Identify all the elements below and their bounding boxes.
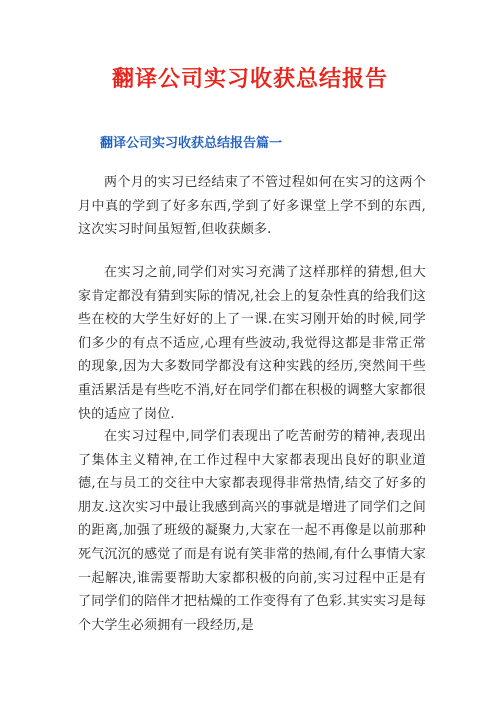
document-title: 翻译公司实习收获总结报告	[111, 67, 388, 92]
section-heading: 翻译公司实习收获总结报告篇一	[100, 136, 283, 151]
paragraph-1: 两个月的实习已经结束了不管过程如何在实习的这两个月中真的学到了好多东西,学到了好多课堂上学不到的东西,这次实习时间虽短暂,但收获颇多.	[78, 175, 426, 238]
paragraph-3: 在实习过程中,同学们表现出了吃苦耐劳的精神,表现出了集体主义精神,在工作过程中大家都表现出良好的职业道德,在与员工的交往中大家都表现得非常热情,结交了好多的朋友.这次实习中最让我感到高兴的事就是增进了同学们之间的距离,加强了班级的凝聚力,大家在一起不再像是以前那种死气沉沉的感觉了而是有说有笑非常的热闹,有什么事情大家一起解决,谁需要帮助大家都积极的向前,实习过程中正是有了同学们的陪伴才把枯燥的工作变得有了色彩.其实实习是每个大学生必须拥有一段经历,是	[78, 429, 426, 633]
paragraph-2: 在实习之前,同学们对实习充满了这样那样的猜想,但大家肯定都没有猜到实际的情况,社会上的复杂性真的给我们这些在校的大学生好好的上了一课.在实习刚开始的时候,同学们多少的有点不适应,心理有些波动,我觉得这都是非常正常的现象,因为大多数同学都没有这种实践的经历,突然间干些重活累活是有些吃不消,好在同学们都在积极的调整大家都很快的适应了岗位.	[78, 265, 426, 422]
